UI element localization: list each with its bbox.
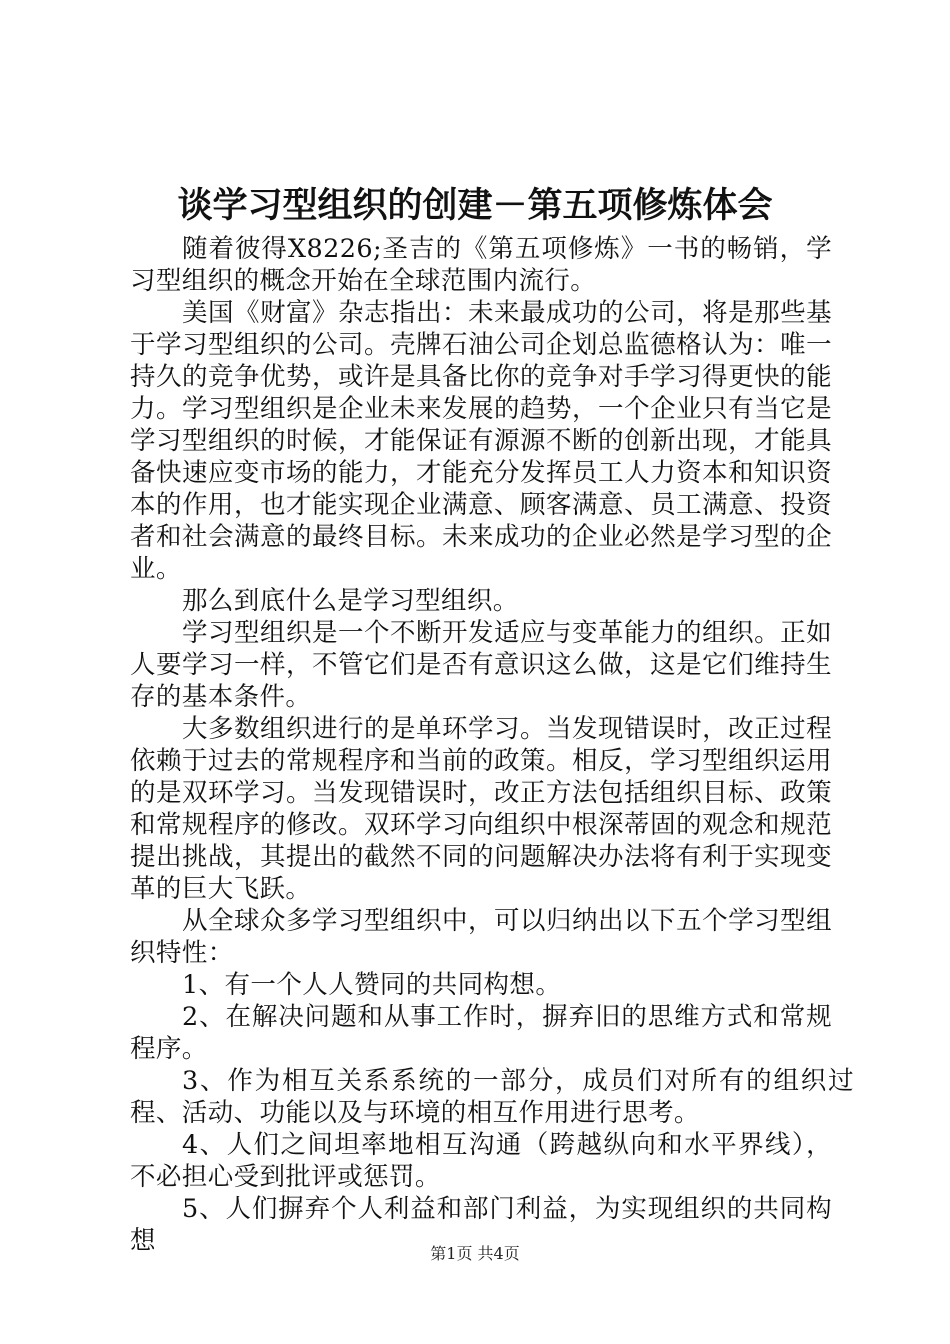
- page-number-footer: 第1页 共4页: [430, 1244, 520, 1263]
- paragraph-double-loop: 大多数组织进行的是单环学习。当发现错误时，改正过程依赖于过去的常规程序和当前的政策。相反，学习型组织运用的是双环学习。当发现错误时，改正方法包括组织目标、政策和常规程序的修改。双环学习向组织中根深蒂固的观念和规范提出挑战，其提出的截然不同的问题解决办法将有利于实现变革的巨大飞跃。: [130, 714, 832, 904]
- paragraph-intro: 随着彼得X8226;圣吉的《第五项修炼》一书的畅销，学习型组织的概念开始在全球范围内流行。: [130, 234, 832, 296]
- paragraph-definition: 学习型组织是一个不断开发适应与变革能力的组织。正如人要学习一样，不管它们是否有意识这么做，这是它们维持生存的基本条件。: [130, 618, 832, 712]
- paragraph-fortune: 美国《财富》杂志指出：未来最成功的公司，将是那些基于学习型组织的公司。壳牌石油公司企划总监德格认为：唯一持久的竞争优势，或许是具备比你的竞争对手学习得更快的能力。学习型组织是企业未来发展的趋势，一个企业只有当它是学习型组织的时候，才能保证有源源不断的创新出现，才能具备快速应变市场的能力，才能充分发挥员工人力资本和知识资本的作用，也才能实现企业满意、顾客满意、员工满意、投资者和社会满意的最终目标。未来成功的企业必然是学习型的企业。: [130, 298, 832, 584]
- list-item-3: 3、作为相互关系系统的一部分，成员们对所有的组织过程、活动、功能以及与环境的相互作用进行思考。: [130, 1066, 854, 1128]
- list-item-5: 5、人们摒弃个人利益和部门利益，为实现组织的共同构想: [130, 1194, 832, 1256]
- paragraph-question: 那么到底什么是学习型组织。: [182, 586, 519, 616]
- list-item-1: 1、有一个人人赞同的共同构想。: [182, 970, 562, 1000]
- paragraph-characteristics-intro: 从全球众多学习型组织中，可以归纳出以下五个学习型组织特性：: [130, 906, 832, 968]
- document-title: 谈学习型组织的创建－第五项修炼体会: [177, 186, 773, 226]
- list-item-4: 4、人们之间坦率地相互沟通（跨越纵向和水平界线），不必担心受到批评或惩罚。: [130, 1130, 832, 1192]
- document-body: [130, 233, 854, 1257]
- list-item-2: 2、在解决问题和从事工作时，摒弃旧的思维方式和常规程序。: [130, 1002, 832, 1064]
